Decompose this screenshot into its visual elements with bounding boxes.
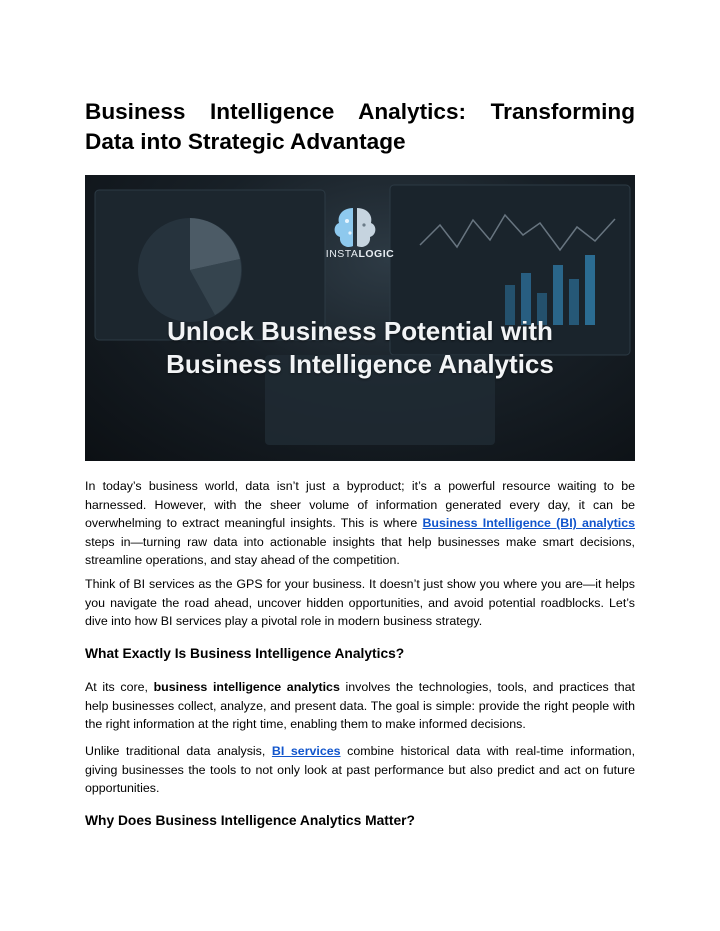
- hero-headline: [85, 315, 635, 381]
- hero-headline-line-1: Unlock Business Potential with: [167, 316, 553, 346]
- paragraph-core: At its core, business intelligence analytics involves the technologies, tools, and practices that help businesses collect, analyze, and present data. The goal is simple: provide the right people with the right information at the right time, enabling them to make informed decisions.: [85, 680, 635, 732]
- bi-analytics-link[interactable]: Business Intelligence (BI) analytics: [422, 516, 636, 531]
- section-heading-what: What Exactly Is Business Intelligence Analytics?: [85, 646, 405, 661]
- bi-services-link[interactable]: BI services: [271, 744, 341, 758]
- bi-analytics-bold-term: business intelligence analytics: [153, 680, 340, 694]
- hero-headline-line-2: Business Intelligence Analytics: [166, 349, 554, 379]
- brain-icon: [335, 208, 376, 247]
- section-heading-why: Why Does Business Intelligence Analytics Matter?: [85, 813, 415, 828]
- brand-logo-text: INSTALOGIC: [325, 248, 395, 260]
- hero-image: [85, 175, 635, 461]
- paragraph-unlike: Unlike traditional data analysis, BI services combine historical data with real-time information, giving businesses the tools to not only look at past performance but also predict and act on future opportunities.: [85, 744, 636, 796]
- paragraph-intro: In today’s business world, data isn’t just a byproduct; it’s a powerful resource waiting to be harnessed. However, with the sheer volume of information generated every day, it can be overwhelming to extract meaningful insights. This is where Business Intelligence (BI) analytics steps in—turning raw data into actionable insights that help businesses make smart decisions, streamline operations, and stay ahead of the competition.: [85, 479, 636, 568]
- paragraph-gps: Think of BI services as the GPS for your business. It doesn’t just show you where you are—it helps you navigate the road ahead, uncover hidden opportunities, and avoid potential roadblocks. Let’s dive into how BI services play a pivotal role in modern business strategy.: [85, 577, 635, 629]
- document-title: Business Intelligence Analytics: Transforming Data into Strategic Advantage: [85, 99, 635, 154]
